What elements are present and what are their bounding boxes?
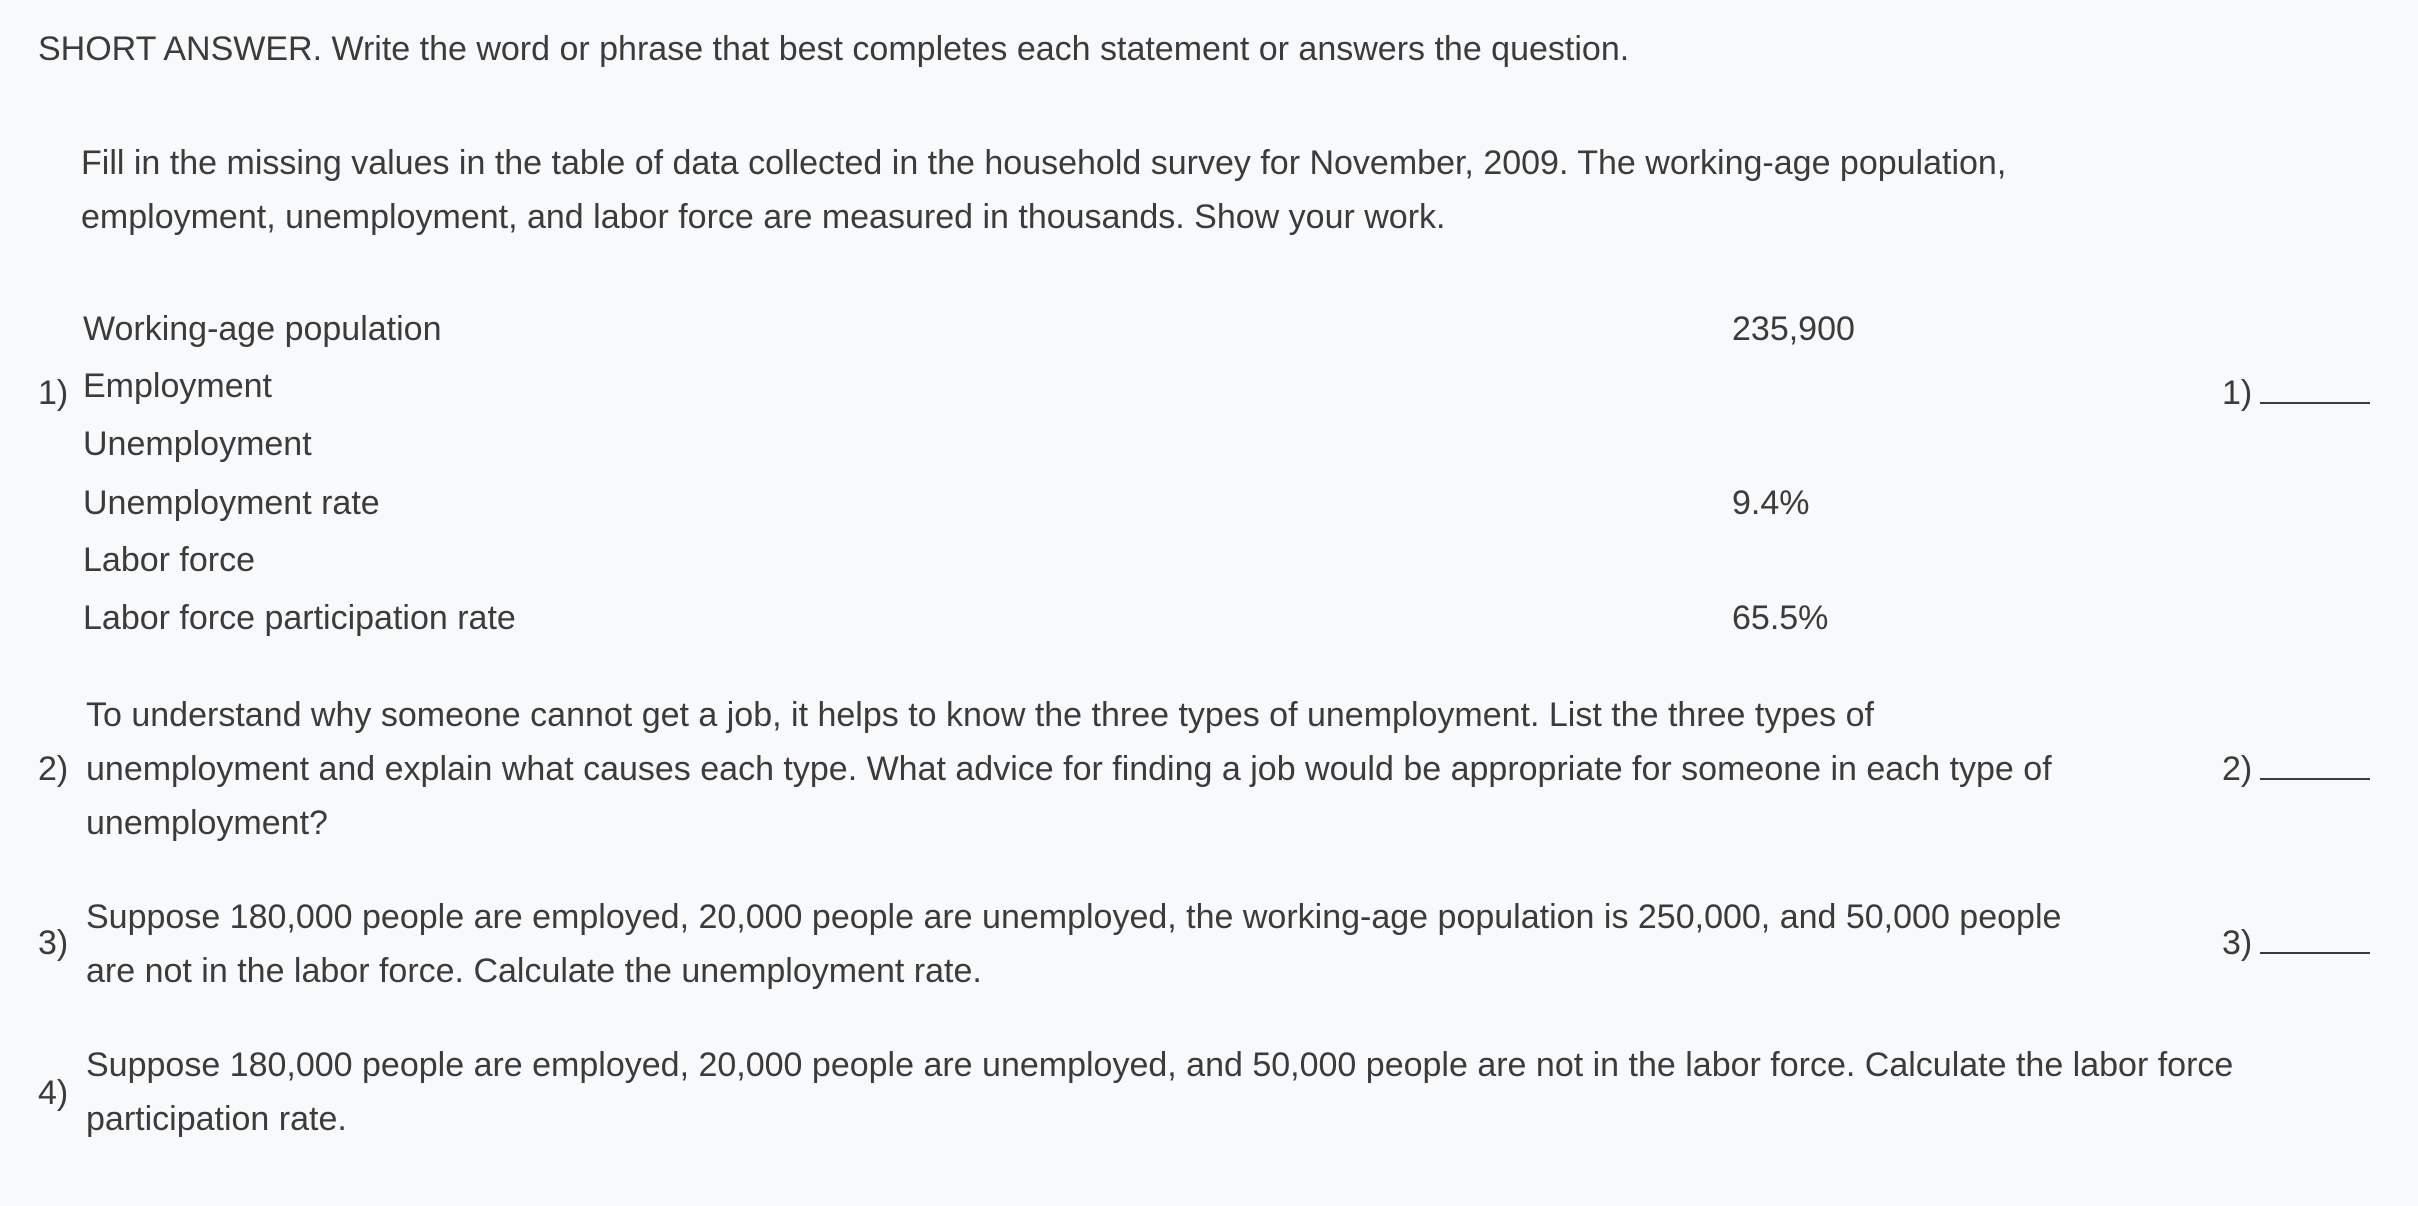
answer-slot-2[interactable] — [2222, 742, 2370, 796]
question-number: 4) — [38, 1074, 69, 1112]
question-text-line: Suppose 180,000 people are employed, 20,000 people are unemployed, and 50,000 people are not in the labor force. Calculate the labor force — [86, 1046, 2234, 1084]
question-text-line: Suppose 180,000 people are employed, 20,000 people are unemployed, the working-age population is 250,000, and 50,000 people — [86, 898, 2062, 936]
question-number: 1) — [38, 374, 69, 412]
answer-label: 2) — [2222, 750, 2253, 788]
row-label: Employment — [83, 367, 272, 405]
row-label: Labor force participation rate — [83, 599, 516, 637]
row-label: Unemployment — [83, 425, 312, 463]
question-text-line: unemployment? — [86, 804, 328, 842]
intro-line-1: Fill in the missing values in the table of data collected in the household survey for November, 2009. The working-age population, — [81, 144, 2007, 182]
question-text-line: To understand why someone cannot get a job, it helps to know the three types of unemployment. List the three types of — [86, 696, 1874, 734]
answer-blank[interactable] — [2260, 748, 2370, 780]
row-label: Working-age population — [83, 310, 442, 348]
intro-line-2: employment, unemployment, and labor force are measured in thousands. Show your work. — [81, 198, 1446, 236]
question-text-line: participation rate. — [86, 1100, 347, 1138]
row-label: Unemployment rate — [83, 484, 380, 522]
answer-label: 3) — [2222, 924, 2253, 962]
answer-label: 1) — [2222, 374, 2253, 412]
row-value: 65.5% — [1732, 599, 1829, 637]
question-text-line: unemployment and explain what causes each type. What advice for finding a job would be appropriate for someone in each type of — [86, 750, 2052, 788]
question-number: 2) — [38, 750, 69, 788]
row-value: 9.4% — [1732, 484, 1810, 522]
answer-slot-1[interactable] — [2222, 366, 2370, 420]
row-value: 235,900 — [1732, 310, 1855, 348]
question-text-line: are not in the labor force. Calculate the unemployment rate. — [86, 952, 982, 990]
instructions: SHORT ANSWER. Write the word or phrase that best completes each statement or answers the question. — [38, 30, 1630, 68]
row-label: Labor force — [83, 541, 255, 579]
answer-blank[interactable] — [2260, 372, 2370, 404]
question-number: 3) — [38, 924, 69, 962]
answer-slot-3[interactable] — [2222, 916, 2370, 970]
answer-blank[interactable] — [2260, 922, 2370, 954]
